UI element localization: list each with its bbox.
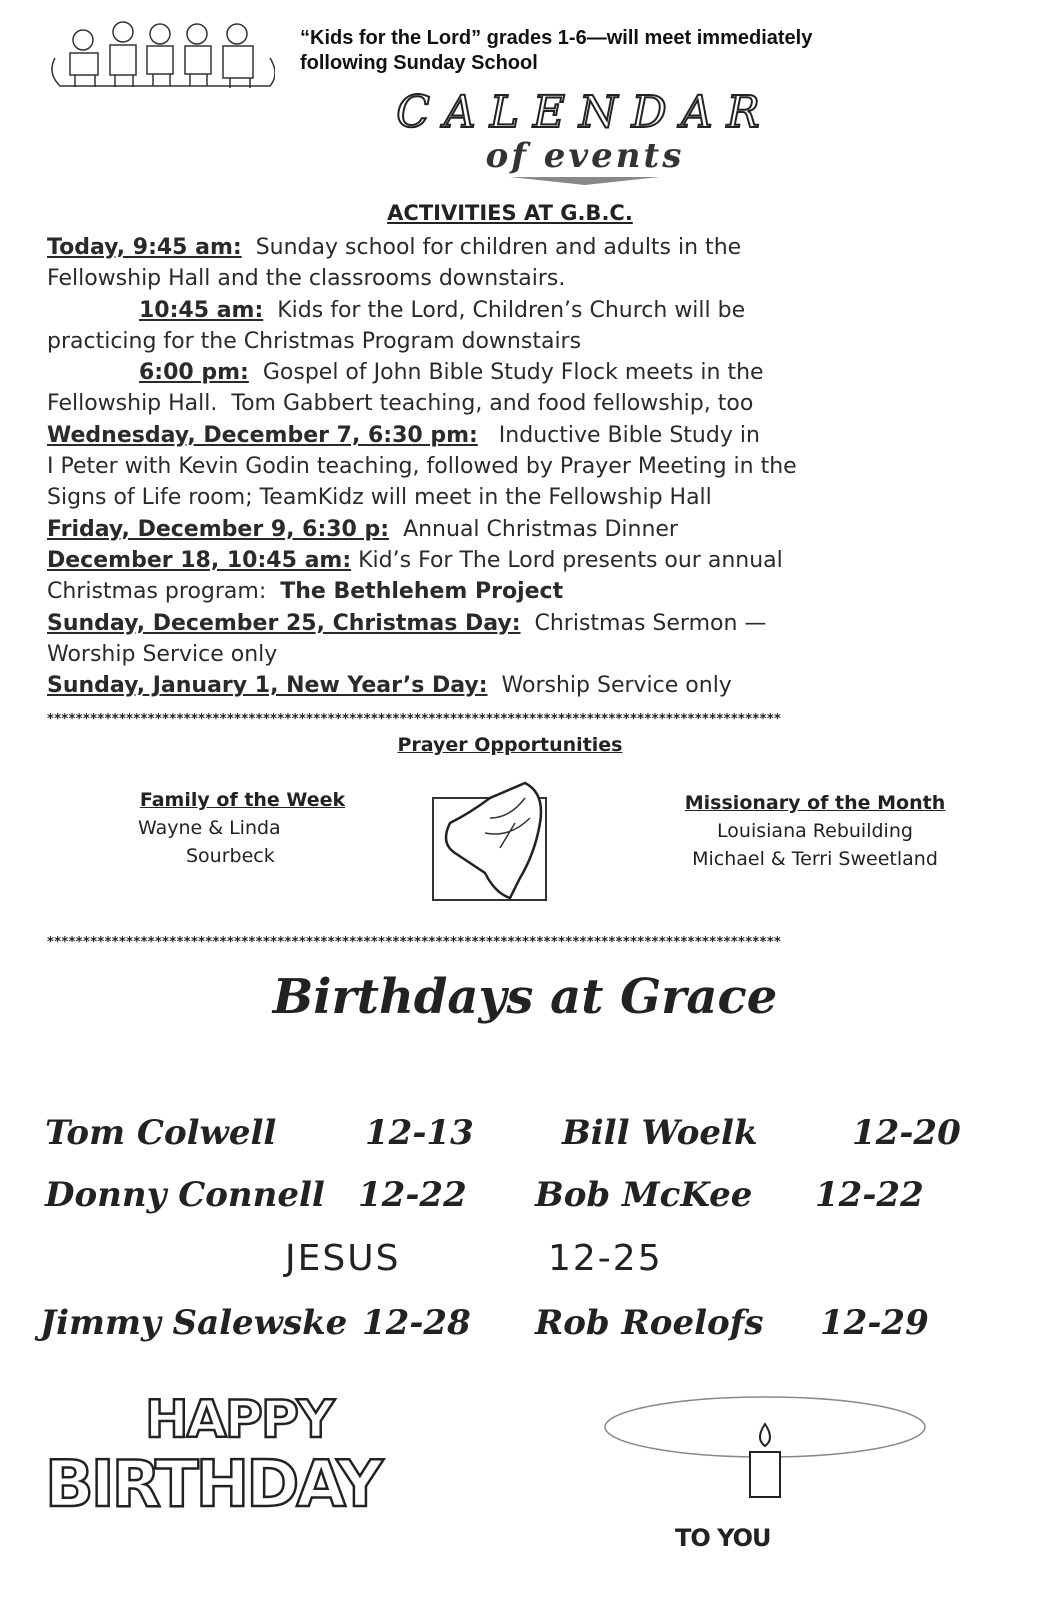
happy-birthday-art: [40, 1392, 980, 1567]
program-title: The Bethlehem Project: [280, 579, 564, 605]
kids-for-the-lord-note: [300, 26, 812, 76]
activity-line: [47, 388, 797, 419]
birthday-name: Bill Woelk: [562, 1113, 758, 1153]
birthday-name: Donny Connell: [45, 1175, 325, 1215]
logo-subtitle: of events: [485, 136, 685, 176]
art-line-happy: HAPPY: [145, 1390, 333, 1450]
activity-description: Annual Christmas Dinner: [389, 516, 678, 542]
activity-date-label: Wednesday, December 7, 6:30 pm:: [47, 422, 478, 448]
birthday-name: JESUS: [285, 1238, 401, 1279]
activity-description: Kids for the Lord, Children’s Church will be: [263, 297, 746, 323]
activity-description: Fellowship Hall. Tom Gabbert teaching, and food fellowship, too: [47, 391, 754, 417]
kids-note-line-1: “Kids for the Lord” grades 1-6—will meet immediately: [300, 27, 813, 49]
activity-line: [47, 420, 797, 451]
birthday-date: 12-25: [548, 1238, 663, 1279]
family-line-1: Wayne & Linda: [138, 817, 281, 839]
art-line-birthday: BIRTHDAY: [45, 1448, 381, 1522]
activity-line: [47, 545, 797, 576]
activity-date-label: December 18, 10:45 am:: [47, 547, 352, 573]
activity-line: [47, 670, 797, 701]
activity-description: Worship Service only: [47, 641, 278, 667]
calendar-of-events-logo: [240, 87, 930, 186]
birthday-date: 12-22: [815, 1175, 924, 1215]
activity-line: [47, 232, 797, 263]
family-of-the-week: [110, 786, 375, 870]
birthday-date: 12-28: [362, 1303, 471, 1343]
family-line-2: Sourbeck: [186, 845, 275, 867]
logo-title: CALENDAR: [396, 87, 774, 138]
missionary-line-1: Louisiana Rebuilding: [717, 820, 913, 842]
activity-description: I Peter with Kevin Godin teaching, followed by Prayer Meeting in the: [47, 454, 797, 480]
activity-description: Kid’s For The Lord presents our annual: [351, 547, 783, 573]
family-heading: Family of the Week: [139, 789, 346, 811]
activity-line: [47, 357, 797, 388]
birthday-date: 12-13: [365, 1113, 474, 1153]
activity-description: practicing for the Christmas Program downstairs: [47, 328, 582, 354]
activity-description: Gospel of John Bible Study Flock meets in the: [248, 360, 764, 386]
activity-date-label: Sunday, January 1, New Year’s Day:: [47, 673, 488, 699]
activity-description: Fellowship Hall and the classrooms downstairs.: [47, 266, 566, 292]
kids-note-line-2: following Sunday School: [300, 52, 538, 74]
missionary-line-2: Michael & Terri Sweetland: [692, 848, 938, 870]
activity-line: [47, 514, 797, 545]
activity-description: Worship Service only: [487, 673, 732, 699]
activity-line: [47, 326, 797, 357]
activity-line: [47, 451, 797, 482]
birthday-date: 12-22: [358, 1175, 467, 1215]
logo-underline-icon: [510, 176, 660, 186]
kids-clipart-icon: [45, 18, 275, 93]
birthday-name: Rob Roelofs: [535, 1303, 764, 1343]
activity-date-label: Sunday, December 25, Christmas Day:: [47, 610, 521, 636]
activity-description: Inductive Bible Study in: [477, 422, 760, 448]
activity-description: Signs of Life room; TeamKidz will meet in the Fellowship Hall: [47, 485, 712, 511]
activity-date-label: 6:00 pm:: [139, 360, 249, 386]
birthday-date: 12-29: [820, 1303, 929, 1343]
activity-line: [47, 482, 797, 513]
missionary-heading: Missionary of the Month: [684, 792, 946, 814]
activity-description: Christmas program:: [47, 579, 281, 605]
activity-line: [47, 639, 797, 670]
activity-description: Sunday school for children and adults in the: [241, 235, 742, 260]
activity-date-label: Today, 9:45 am:: [47, 235, 242, 260]
birthday-date: 12-20: [852, 1113, 961, 1153]
candle-icon: [730, 1422, 800, 1502]
birthday-name: Tom Colwell: [45, 1113, 277, 1153]
separator-stars: ******************************************************************************************************: [47, 712, 782, 727]
activity-date-label: 10:45 am:: [139, 297, 264, 323]
activities-heading: ACTIVITIES AT G.B.C.: [387, 201, 633, 225]
activity-line: [47, 295, 797, 326]
separator-stars-2: ******************************************************************************************************: [47, 935, 782, 950]
birthday-name: Jimmy Salewske: [40, 1303, 348, 1343]
activity-line: [47, 263, 797, 294]
birthdays-title: Birthdays at Grace: [272, 969, 778, 1025]
praying-hands-icon: [430, 778, 555, 903]
activity-date-label: Friday, December 9, 6:30 p:: [47, 516, 390, 542]
birthday-name: Bob McKee: [535, 1175, 753, 1215]
activity-description: Christmas Sermon —: [520, 610, 767, 636]
prayer-heading: Prayer Opportunities: [397, 734, 623, 756]
activity-line: [47, 608, 797, 639]
activities-list: [47, 232, 797, 701]
missionary-of-the-month: [655, 789, 975, 873]
art-line-to-you: TO YOU: [675, 1524, 771, 1552]
activity-line: [47, 576, 797, 607]
